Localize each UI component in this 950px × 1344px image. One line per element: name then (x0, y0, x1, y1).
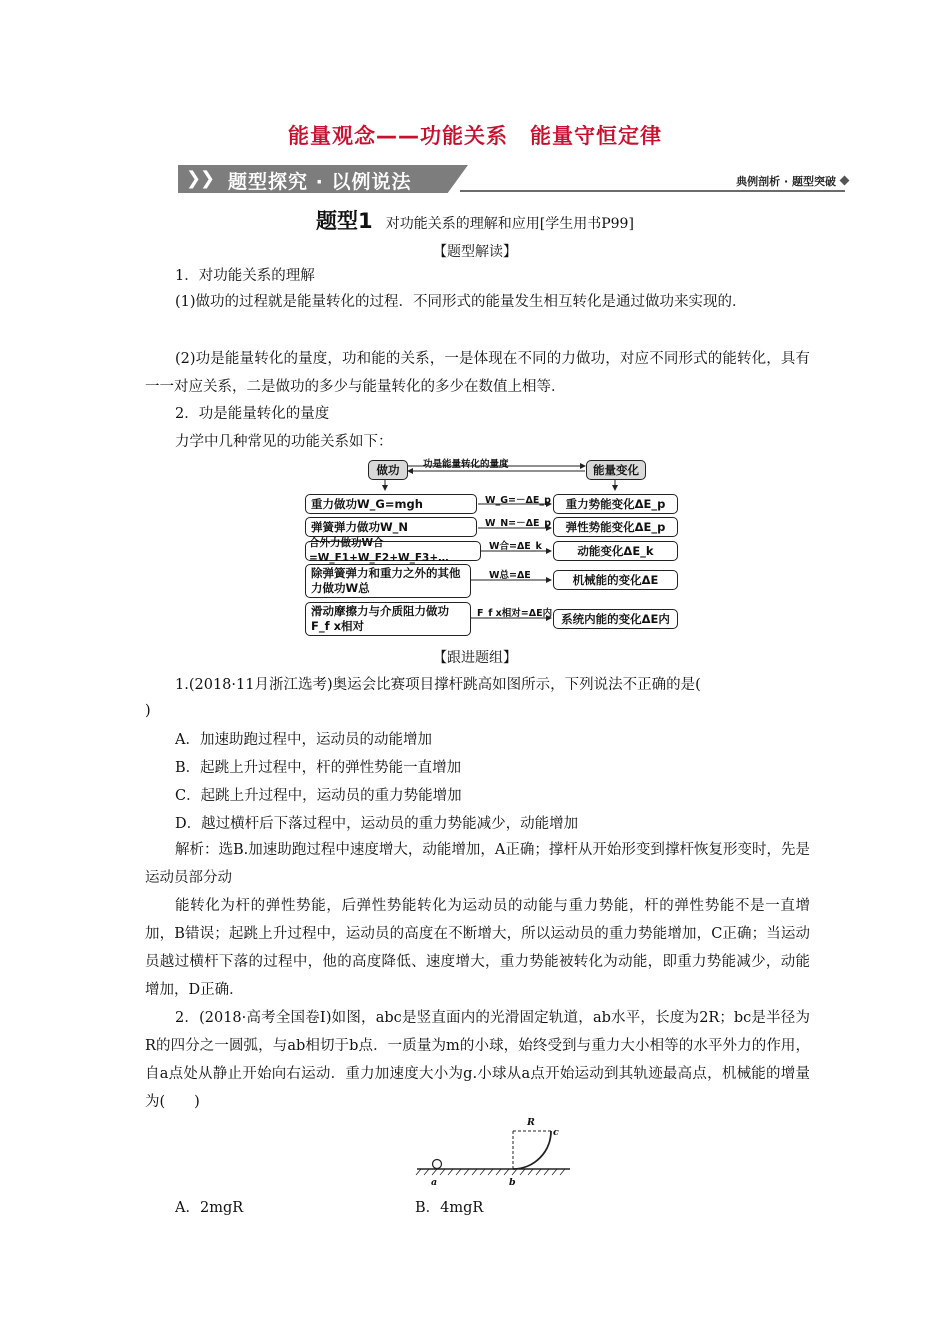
section-banner (178, 165, 848, 195)
q1-stem-end: ) (145, 703, 151, 719)
q1-option-d: D．越过横杆后下落过程中，运动员的重力势能减少，动能增加 (175, 816, 579, 832)
q2-option-a: A．2mgR (175, 1200, 244, 1216)
q2-stem: 2．(2018·高考全国卷Ⅰ)如图，abc是竖直面内的光滑固定轨道，ab水平，长度为2R；bc是半径为R的四分之一圆弧，与ab相切于b点．一质量为m的小球，始终受到与重力大小相等的水平外力的作用，自a点处从静止开始向右运动．重力加速度大小为g.小球从a点开始运动到其轨迹最高点，机械能的增量为( ) (145, 1010, 810, 1110)
row2-mid: W_N=－ΔE_p (485, 518, 552, 529)
row1-left: 重力做功W_G=mgh (305, 494, 477, 514)
row5-mid: F_f x相对=ΔE内 (477, 608, 553, 619)
row4-left: 除弹簧弹力和重力之外的其他力做功W总 (305, 564, 471, 598)
row1-mid: W_G=－ΔE_p (485, 495, 551, 506)
work-energy-diagram (303, 458, 683, 638)
row4-mid: W总=ΔE (489, 570, 531, 581)
topic-heading (0, 205, 950, 235)
row3-mid: W合=ΔE_k (489, 541, 542, 552)
row4-right: 机械能的变化ΔE (553, 570, 678, 590)
diamond-icon (840, 176, 850, 186)
banner-text: 题型探究 · 以例说法 (228, 171, 412, 193)
row3-right: 动能变化ΔE_k (553, 541, 678, 561)
q1-option-c: C．起跳上升过程中，运动员的重力势能增加 (175, 788, 462, 804)
label-R: R (527, 1117, 535, 1128)
diagram-top-label: 功是能量转化的量度 (423, 459, 509, 470)
box-work: 做功 (368, 460, 408, 480)
point2-title: 2．功是能量转化的量度 (175, 406, 330, 422)
topic-label: 题型1 (316, 209, 373, 233)
label-a: a (431, 1177, 438, 1188)
row5-right: 系统内能的变化ΔE内 (553, 609, 678, 629)
topic-desc: 对功能关系的理解和应用[学生用书P99] (385, 216, 634, 232)
point2-intro: 力学中几种常见的功能关系如下： (175, 434, 393, 450)
q1-stem: 1.(2018·11月浙江选考)奥运会比赛项目撑杆跳高如图所示，下列说法不正确的是( (175, 677, 701, 693)
row2-left: 弹簧弹力做功W_N (305, 517, 477, 537)
q1-option-a: A．加速助跑过程中，运动员的动能增加 (175, 732, 432, 748)
row2-right: 弹性势能变化ΔE_p (553, 517, 678, 537)
row5-left: 滑动摩擦力与介质阻力做功F_f x相对 (305, 602, 471, 636)
point1-b: (2)功是能量转化的量度，功和能的关系，一是体现在不同的力做功，对应不同形式的能转化，具有一一对应关系，二是做功的多少与能量转化的多少在数值上相等． (145, 351, 810, 395)
page-title: 能量观念——功能关系 能量守恒定律 (288, 124, 662, 148)
row1-right: 重力势能变化ΔE_p (553, 494, 678, 514)
chevron-right-icon: ❯ (200, 168, 216, 189)
label-c: c (553, 1127, 559, 1138)
q2-option-b: B．4mgR (415, 1200, 484, 1216)
point1-a: (1)做功的过程就是能量转化的过程．不同形式的能量发生相互转化是通过做功来实现的． (175, 294, 747, 310)
section-heading: 【题型解读】 (433, 244, 517, 260)
label-b: b (509, 1177, 516, 1188)
track-svg (415, 1115, 575, 1195)
q1-analysis-2: 能转化为杆的弹性势能，后弹性势能转化为运动员的动能与重力势能，杆的弹性势能不是一直增加，B错误；起跳上升过程中，运动员的高度在不断增大，所以运动员的重力势能增加，C正确；当运动员越过横杆下落的过程中，他的高度降低、速度增大，重力势能被转化为动能，即重力势能减少，动能增加，D正确． (145, 898, 810, 998)
banner-line (460, 190, 845, 192)
track-figure (415, 1115, 575, 1195)
banner-right-text: 典例剖析 · 题型突破 (736, 175, 836, 188)
row3-left: 合外力做功W合=W_F1+W_F2+W_F3+… (305, 541, 481, 561)
q1-option-b: B．起跳上升过程中，杆的弹性势能一直增加 (175, 760, 462, 776)
q1-analysis-1: 解析：选B.加速助跑过程中速度增大，动能增加，A正确；撑杆从开始形变到撑杆恢复形变时，先是运动员部分动 (145, 842, 810, 886)
box-energy-change: 能量变化 (586, 460, 646, 480)
section-heading-2: 【跟进题组】 (433, 650, 517, 666)
point1-title: 1．对功能关系的理解 (175, 268, 315, 284)
chevron-right-icon: ❯ (186, 168, 202, 189)
